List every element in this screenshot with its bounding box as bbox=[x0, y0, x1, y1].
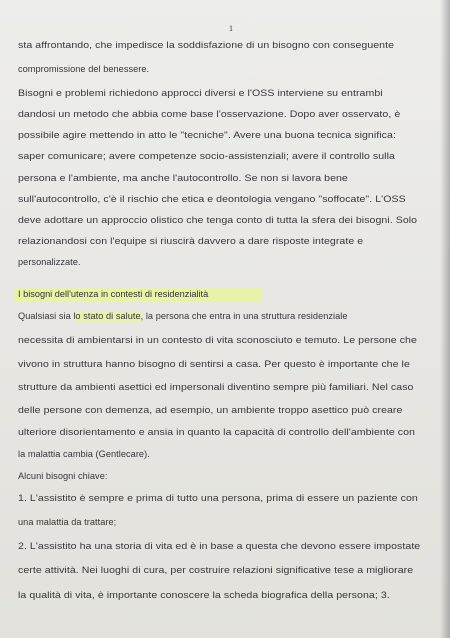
text-line: 2. L'assistito ha una storia di vita ed è in base a questa che devono essere impostate bbox=[18, 541, 421, 551]
text-line: sull'autocontrollo, c'è il rischio che etica e deontologia vengano "soffocate". L'OSS bbox=[18, 194, 406, 204]
text-line: la malattia cambia (Gentlecare). bbox=[18, 449, 150, 459]
text-line: persona e l'ambiente, ma anche l'autocontrollo. Se non si lavora bene bbox=[18, 173, 348, 183]
text-line: necessita di ambientarsi in un contesto di vita sconosciuto e temuto. Le persone che bbox=[18, 335, 417, 345]
text-line: personalizzate. bbox=[18, 257, 81, 267]
highlighted-phrase: lo stato di salute bbox=[73, 311, 141, 321]
page-number: 1 bbox=[229, 24, 233, 33]
text-line: vivono in struttura hanno bisogno di sentirsi a casa. Per questo è importante che le bbox=[18, 359, 410, 369]
text-line: dandosi un metodo che abbia come base l'osservazione. Dopo aver osservato, è bbox=[18, 109, 401, 119]
text-line: strutture da ambienti asettici ed impersonali diventino sempre più familiari. Nel caso bbox=[18, 382, 414, 392]
text-line: ulteriore disorientamento e ansia in quanto la capacità di controllo dell'ambiente con bbox=[18, 427, 415, 437]
text-line: relazionandosi con l'equipe si riuscirà davvero a dare risposte integrate e bbox=[18, 236, 364, 246]
section-heading-highlight bbox=[14, 288, 262, 302]
text-line bbox=[18, 311, 348, 321]
text-fragment: Qualsiasi sia bbox=[18, 311, 74, 321]
text-fragment: , la persona che entra in una struttura residenziale bbox=[140, 311, 348, 321]
text-line: Bisogni e problemi richiedono approcci diversi e l'OSS interviene su entrambi bbox=[18, 88, 383, 98]
section-heading: I bisogni dell'utenza in contesti di residenzialità bbox=[18, 289, 209, 299]
text-line: deve adottare un approccio olistico che tenga conto di tutta la sfera dei bisogni. Solo bbox=[18, 215, 418, 225]
text-line: compromissione del benessere. bbox=[18, 64, 150, 74]
text-line: delle persone con demenza, ad esempio, un ambiente troppo asettico può creare bbox=[18, 405, 403, 415]
text-line: possibile agire mettendo in atto le "tecniche". Avere una buona tecnica significa: bbox=[18, 130, 396, 140]
text-line: sta affrontando, che impedisce la soddisfazione di un bisogno con conseguente bbox=[18, 40, 395, 50]
text-line: la qualità di vita, è importante conoscere la scheda biografica della persona; 3. bbox=[18, 590, 390, 600]
text-line: una malattia da trattare; bbox=[18, 517, 117, 527]
text-line: saper comunicare; avere competenze socio-assistenziali; avere il controllo sulla bbox=[18, 151, 395, 161]
text-line: Alcuni bisogni chiave: bbox=[18, 471, 108, 481]
text-line: 1. L'assistito è sempre e prima di tutto una persona, prima di essere un paziente con bbox=[18, 493, 418, 503]
text-line: certe attività. Nei luoghi di cura, per costruire relazioni significative tese a migliorare bbox=[18, 565, 414, 575]
